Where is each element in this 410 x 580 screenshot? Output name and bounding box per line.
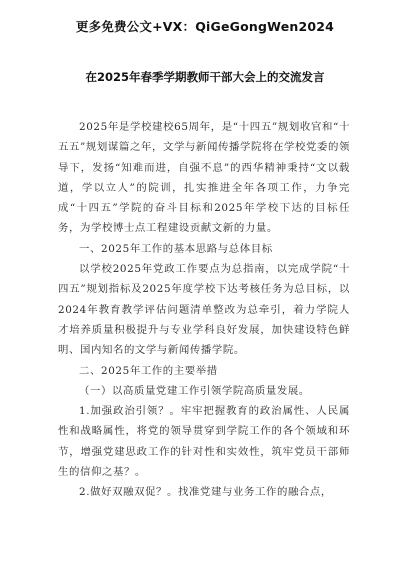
document-body — [58, 117, 350, 503]
paragraph-intro: 2025年是学校建校65周年，是“十四五”规划收官和“十五五”规划谋篇之年，文学与新闻传播学院将在学校党委的领导下，发扬“知难而进，自强不息”的西华精神秉持“文以载道，学以立人”的院训，扎实推进全年各项工作，力争完成“十四五”学院的奋斗目标和2025年学校下达的目标任务，为学校博士点工程建设贡献文新的力量。 — [58, 121, 350, 235]
watermark-header: 更多免费公文+VX：QiGeGongWen2024 — [75, 19, 335, 34]
paragraph-item-1: 1.加强政治引领？。牢牢把握教育的政治属性、人民属性和战略属性，将党的领导贯穿到学院工作的各个领域和环节，增强党建思政工作的针对性和实效性，筑牢党员干部师生的信仰之基？。 — [58, 405, 350, 479]
section-heading-2: 二、2025年工作的主要举措 — [79, 364, 218, 377]
section-heading-1: 一、2025年工作的基本思路与总体目标 — [79, 242, 273, 255]
subsection-heading-1: （一）以高质量党建工作引领学院高质量发展。 — [79, 384, 310, 397]
paragraph-section-1: 以学校2025年党政工作要点为总指南，以完成学院“十四五”规划指标及2025年度学校下达考核任务为总目标，以2024年教育教学评估问题清单整改为总牵引，着力学院人才培养质量积极提升与专业学科良好发展，加快建设特色鲜明、国内知名的文学与新闻传播学院。 — [58, 263, 350, 357]
paragraph-item-2: 2.做好双融双促？。找准党建与业务工作的融合点， — [79, 486, 332, 499]
document-title: 在2025年春季学期教师干部大会上的交流发言 — [85, 70, 325, 84]
